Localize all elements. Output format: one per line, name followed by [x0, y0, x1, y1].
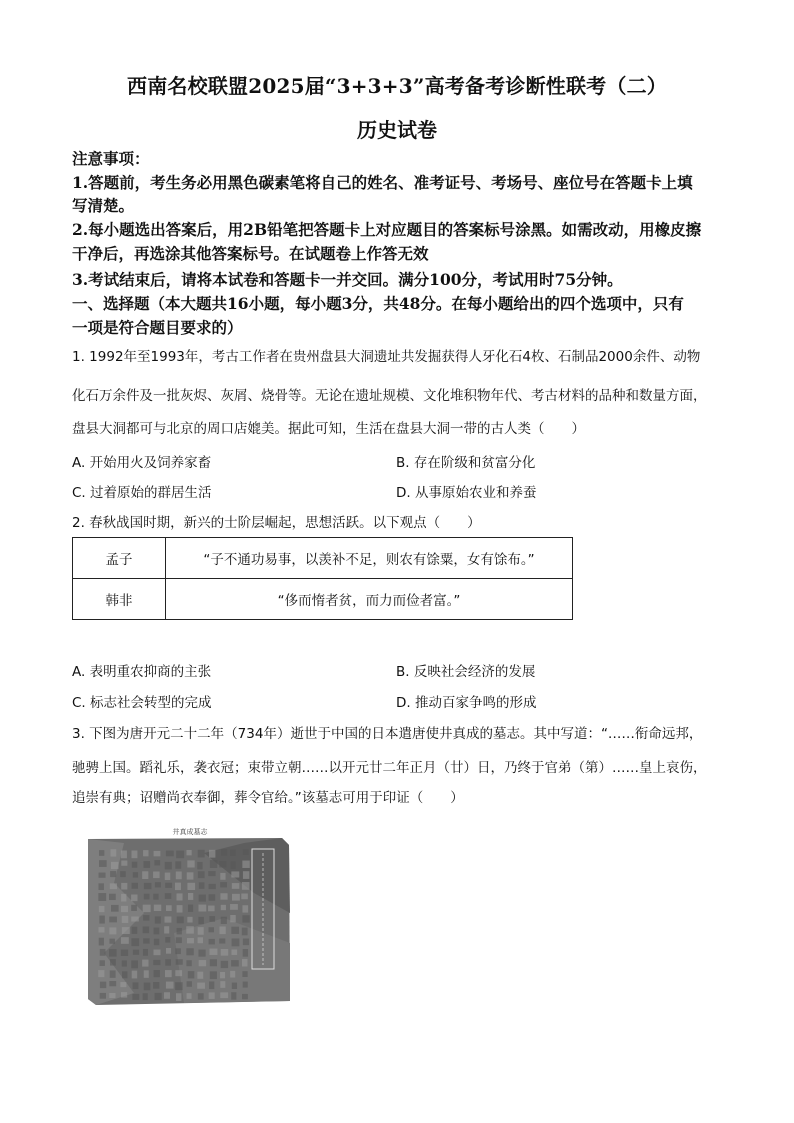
epitaph-texture-mark — [120, 871, 126, 877]
epitaph-texture-mark — [98, 893, 106, 901]
epitaph-texture-mark — [132, 971, 137, 979]
epitaph-texture-mark — [242, 882, 250, 890]
epitaph-texture-mark — [122, 916, 128, 923]
epitaph-texture-mark — [231, 871, 239, 877]
epitaph-texture-mark — [166, 851, 174, 857]
epitaph-texture-mark — [122, 971, 127, 978]
epitaph-texture-mark — [144, 883, 152, 889]
epitaph-texture-mark — [209, 949, 217, 955]
epitaph-texture-mark — [110, 871, 116, 877]
epitaph-texture-mark — [243, 949, 248, 957]
epitaph-texture-mark — [242, 959, 248, 966]
epitaph-texture-mark — [176, 937, 182, 943]
epitaph-texture-mark — [243, 871, 249, 879]
epitaph-texture-mark — [242, 928, 248, 936]
table-row — [73, 579, 573, 620]
epitaph-texture-mark — [208, 906, 214, 912]
q3-stem-line-3: 追崇有典；诏赠尚衣奉御，葬令官给。”该墓志可用于印证（ ） — [72, 790, 464, 806]
epitaph-texture-mark — [165, 862, 172, 870]
epitaph-texture-mark — [99, 860, 107, 867]
epitaph-texture-mark — [231, 992, 236, 999]
epitaph-texture-mark — [187, 938, 194, 943]
q1-option-b: B. 存在阶级和贫富分化 — [396, 455, 536, 471]
epitaph-texture-mark — [155, 993, 162, 1000]
epitaph-texture-mark — [231, 949, 237, 954]
epitaph-texture-mark — [210, 971, 217, 979]
epitaph-texture-mark — [143, 850, 148, 856]
epitaph-texture-mark — [232, 983, 237, 989]
epitaph-texture-mark — [176, 871, 182, 879]
epitaph-texture-mark — [198, 937, 203, 943]
epitaph-texture-mark — [187, 872, 194, 879]
epitaph-texture-mark — [176, 851, 184, 859]
epitaph-texture-mark — [209, 850, 215, 858]
epitaph-texture-mark — [153, 950, 160, 956]
epitaph-texture-mark — [132, 883, 139, 889]
epitaph-texture-mark — [121, 883, 127, 890]
q1-stem-line-1: 1. 1992年至1993年，考古工作者在贵州盘县大洞遗址共发掘获得人牙化石4枚、石制品2000余件、动物 — [72, 349, 701, 365]
epitaph-texture-mark — [109, 917, 117, 923]
q2-option-d: D. 推动百家争鸣的形成 — [396, 695, 537, 711]
epitaph-texture-mark — [121, 992, 127, 998]
epitaph-texture-mark — [209, 894, 216, 900]
epitaph-texture-mark — [208, 871, 215, 876]
epitaph-texture-mark — [110, 883, 117, 889]
epitaph-texture-mark — [143, 861, 150, 868]
epitaph-texture-mark — [230, 915, 236, 922]
epitaph-texture-mark — [176, 993, 181, 1001]
section-1-heading-line-2: 一项是符合题目要求的） — [72, 318, 243, 337]
epitaph-texture-mark — [188, 905, 193, 912]
epitaph-texture-mark — [232, 894, 240, 901]
epitaph-texture-mark — [186, 960, 191, 966]
epitaph-texture-mark — [197, 972, 203, 979]
epitaph-texture-mark — [175, 861, 181, 868]
epitaph-texture-mark — [230, 904, 238, 910]
epitaph-texture-mark — [198, 993, 204, 999]
epitaph-texture-mark — [154, 905, 161, 911]
epitaph-texture-mark — [153, 872, 159, 879]
epitaph-texture-mark — [242, 915, 249, 922]
epitaph-texture-mark — [121, 950, 128, 957]
notice-item-3: 3.考试结束后，请将本试卷和答题卡一并交回。满分100分，考试用时75分钟。 — [72, 270, 623, 289]
epitaph-texture-mark — [155, 916, 161, 923]
epitaph-texture-mark — [100, 949, 106, 956]
epitaph-texture-mark — [232, 938, 240, 946]
epitaph-texture-mark — [120, 982, 126, 987]
epitaph-texture-mark — [165, 970, 172, 977]
epitaph-texture-mark — [209, 981, 214, 989]
q2-quote-mencius: “子不通功易事，以羡补不足，则农有馀粟，女有馀布。” — [166, 538, 573, 579]
epitaph-texture-mark — [166, 982, 174, 989]
epitaph-texture-mark — [231, 861, 236, 869]
epitaph-texture-mark — [187, 860, 194, 867]
epitaph-texture-mark — [220, 972, 225, 978]
epitaph-texture-mark — [199, 895, 206, 902]
epitaph-texture-mark — [242, 905, 248, 912]
epitaph-texture-mark — [109, 981, 116, 986]
epitaph-texture-mark — [165, 937, 170, 943]
q2-option-c: C. 标志社会转型的完成 — [72, 695, 212, 711]
q1-option-a: A. 开始用火及饲养家畜 — [72, 455, 212, 471]
epitaph-texture-mark — [109, 894, 116, 900]
epitaph-texture-mark — [175, 970, 182, 976]
epitaph-texture-mark — [109, 939, 115, 944]
epitaph-texture-mark — [209, 916, 215, 922]
epitaph-texture-mark — [242, 971, 247, 977]
epitaph-texture-mark — [154, 928, 160, 935]
epitaph-texture-mark — [98, 970, 104, 977]
epitaph-texture-mark — [110, 849, 116, 856]
epitaph-texture-mark — [209, 884, 216, 889]
epitaph-texture-mark — [219, 861, 226, 868]
epitaph-texture-mark — [131, 905, 137, 911]
epitaph-texture-mark — [143, 938, 149, 943]
epitaph-texture-mark — [121, 894, 126, 902]
q1-stem-line-3: 盘县大洞都可与北京的周口店媲美。据此可知，生活在盘县大洞一带的古人类（ ） — [72, 421, 585, 437]
epitaph-texture-mark — [99, 873, 106, 878]
epitaph-texture-mark — [133, 872, 138, 877]
epitaph-texture-mark — [221, 849, 227, 856]
epitaph-texture-mark — [100, 982, 106, 988]
epitaph-texture-mark — [131, 894, 137, 901]
epitaph-texture-mark — [132, 862, 138, 868]
epitaph-texture-mark — [143, 915, 149, 920]
q2-person-mencius: 孟子 — [73, 538, 166, 579]
epitaph-texture-mark — [111, 905, 119, 912]
epitaph-texture-mark — [110, 959, 116, 965]
epitaph-caption: 井真成墓志 — [172, 828, 208, 836]
epitaph-texture-mark — [231, 927, 239, 934]
epitaph-texture-mark — [144, 970, 149, 978]
epitaph-texture-mark — [241, 893, 248, 899]
epitaph-texture-mark — [232, 883, 240, 889]
epitaph-texture-mark — [177, 916, 184, 923]
epitaph-texture-mark — [109, 949, 116, 957]
epitaph-texture-mark — [143, 905, 151, 912]
q1-stem-line-2: 化石万余件及一批灰烬、灰屑、烧骨等。无论在遗址规模、文化堆积物年代、考古材料的品种和数量方面， — [72, 388, 707, 404]
epitaph-texture-mark — [133, 982, 139, 989]
epitaph-texture-mark — [109, 927, 116, 934]
epitaph-texture-mark — [131, 850, 137, 858]
epitaph-texture-mark — [121, 906, 128, 912]
epitaph-texture-mark — [131, 916, 139, 921]
epitaph-texture-mark — [155, 882, 161, 887]
epitaph-texture-mark — [209, 939, 215, 945]
epitaph-texture-mark — [122, 960, 127, 966]
epitaph-texture-mark — [198, 850, 205, 858]
epitaph-texture-mark — [221, 949, 228, 956]
epitaph-texture-mark — [154, 970, 160, 977]
q2-stem: 2. 春秋战国时期，新兴的士阶层崛起，思想活跃。以下观点（ ） — [72, 515, 481, 531]
epitaph-texture-mark — [153, 982, 159, 989]
epitaph-texture-mark — [188, 971, 195, 978]
epitaph-texture-mark — [144, 983, 151, 991]
epitaph-texture-mark — [187, 883, 195, 890]
epitaph-texture-mark — [121, 861, 127, 866]
epitaph-texture-mark — [133, 950, 139, 955]
q2-option-b: B. 反映社会经济的发展 — [396, 664, 536, 680]
epitaph-texture-mark — [221, 961, 228, 968]
q2-quote-hanfei: “侈而惰者贫，而力而俭者富。” — [166, 579, 573, 620]
table-row — [73, 538, 573, 579]
epitaph-texture-mark — [100, 993, 106, 999]
epitaph-texture-mark — [177, 928, 182, 934]
q1-option-c: C. 过着原始的群居生活 — [72, 485, 212, 501]
epitaph-texture-mark — [199, 960, 206, 966]
epitaph-texture-mark — [132, 927, 138, 934]
epitaph-texture-mark — [164, 926, 169, 933]
epitaph-texture-mark — [165, 959, 171, 965]
epitaph-texture-mark — [121, 937, 129, 944]
epitaph-texture-mark — [198, 871, 205, 878]
epitaph-texture-mark — [198, 927, 204, 935]
epitaph-texture-mark — [165, 893, 172, 899]
epitaph-texture-mark — [209, 992, 215, 999]
exam-subject: 历史试卷 — [357, 118, 437, 142]
q2-quote-table — [72, 537, 573, 620]
epitaph-texture-mark — [220, 882, 227, 887]
epitaph-texture-mark — [154, 860, 160, 865]
exam-title: 西南名校联盟2025届“3+3+3”高考备考诊断性联考（二） — [127, 74, 667, 98]
epitaph-texture-mark — [176, 959, 183, 965]
epitaph-texture-mark — [188, 893, 193, 900]
epitaph-texture-mark — [219, 939, 225, 944]
notice-item-1-line-1: 1.答题前，考生务必用黑色碳素笔将自己的姓名、准考证号、考场号、座位号在答题卡上填 — [72, 173, 693, 192]
epitaph-texture-mark — [154, 939, 159, 945]
epitaph-texture-mark — [99, 850, 104, 856]
epitaph-texture-mark — [175, 982, 183, 990]
epitaph-texture-mark — [177, 893, 183, 900]
epitaph-texture-mark — [142, 960, 148, 967]
epitaph-texture-mark — [143, 949, 148, 956]
epitaph-texture-mark — [210, 959, 217, 966]
epitaph-texture-mark — [164, 992, 170, 999]
epitaph-texture-mark — [132, 994, 139, 1000]
q2-option-a: A. 表明重农抑商的主张 — [72, 664, 212, 680]
epitaph-texture-mark — [197, 983, 205, 989]
epitaph-texture-mark — [143, 993, 148, 1000]
epitaph-texture-mark — [153, 960, 160, 965]
epitaph-texture-mark — [243, 849, 249, 855]
epitaph-texture-mark — [230, 849, 235, 856]
epitaph-texture-mark — [131, 960, 138, 968]
epitaph-texture-mark — [166, 905, 172, 911]
notice-heading: 注意事项： — [72, 149, 150, 168]
section-1-heading-line-1: 一、选择题（本大题共16小题，每小题3分，共48分。在每小题给出的四个选项中，只有 — [72, 294, 684, 313]
epitaph-texture-mark — [154, 851, 161, 856]
epitaph-rubbing-image — [84, 823, 296, 1006]
epitaph-texture-mark — [99, 938, 104, 946]
epitaph-texture-mark — [99, 906, 105, 912]
epitaph-texture-mark — [220, 893, 227, 899]
epitaph-texture-mark — [175, 948, 181, 954]
notice-item-2-line-1: 2.每小题选出答案后，用2B铅笔把答题卡上对应题目的答案标号涂黑。如需改动，用橡皮擦 — [72, 220, 702, 239]
epitaph-texture-mark — [99, 916, 105, 924]
epitaph-texture-mark — [243, 939, 249, 946]
epitaph-texture-mark — [122, 927, 130, 934]
epitaph-texture-mark — [197, 862, 202, 869]
q2-person-hanfei: 韩非 — [73, 579, 166, 620]
epitaph-texture-mark — [221, 905, 226, 910]
epitaph-texture-mark — [131, 938, 139, 946]
epitaph-texture-mark — [221, 917, 227, 924]
epitaph-texture-mark — [100, 960, 105, 966]
epitaph-texture-mark — [198, 917, 204, 924]
epitaph-texture-mark — [142, 871, 148, 879]
epitaph-texture-mark — [243, 982, 248, 988]
epitaph-texture-mark — [186, 948, 193, 955]
epitaph-texture-mark — [186, 850, 191, 855]
q1-option-d: D. 从事原始农业和养蚕 — [396, 485, 537, 501]
epitaph-texture-mark — [198, 905, 206, 912]
epitaph-texture-mark — [199, 882, 205, 889]
epitaph-texture-mark — [111, 862, 119, 869]
notice-item-1-line-2: 写清楚。 — [72, 196, 135, 215]
epitaph-texture-mark — [165, 883, 172, 888]
epitaph-texture-mark — [166, 948, 171, 954]
epitaph-texture-mark — [242, 994, 248, 999]
epitaph-texture-mark — [242, 861, 249, 868]
epitaph-texture-mark — [144, 894, 150, 900]
notice-item-2-line-2: 干净后，再选涂其他答案标号。在试题卷上作答无效 — [72, 244, 429, 263]
epitaph-texture-mark — [209, 927, 214, 932]
epitaph-texture-mark — [165, 873, 171, 880]
epitaph-texture-mark — [187, 993, 192, 999]
epitaph-texture-mark — [153, 894, 158, 900]
epitaph-texture-mark — [219, 926, 225, 934]
epitaph-texture-mark — [186, 926, 194, 933]
epitaph-texture-mark — [98, 883, 103, 890]
epitaph-texture-mark — [220, 992, 228, 998]
epitaph-texture-mark — [177, 905, 183, 912]
epitaph-texture-mark — [175, 883, 181, 890]
epitaph-texture-mark — [110, 970, 116, 977]
epitaph-texture-mark — [220, 981, 225, 988]
epitaph-texture-mark — [210, 860, 217, 868]
epitaph-texture-mark — [109, 993, 115, 998]
epitaph-texture-mark — [121, 850, 127, 858]
q3-stem-line-2: 驰骋上国。蹈礼乐，袭衣冠；束带立朝……以开元廿二年正月（廿）日，乃终于官弟（第）……皇上哀伤， — [72, 760, 707, 776]
epitaph-texture-mark — [230, 971, 235, 978]
epitaph-texture-mark — [98, 927, 104, 932]
epitaph-texture-mark — [231, 960, 239, 966]
epitaph-texture-mark — [187, 917, 192, 923]
epitaph-texture-mark — [164, 916, 171, 922]
epitaph-texture-mark — [187, 981, 192, 987]
epitaph-texture-mark — [198, 950, 205, 957]
epitaph-texture-mark — [220, 873, 225, 880]
q3-stem-line-1: 3. 下图为唐开元二十二年（734年）逝世于中国的日本遣唐使井真成的墓志。其中写道：“……衔命远邦， — [72, 726, 703, 742]
epitaph-texture-mark — [143, 926, 150, 933]
